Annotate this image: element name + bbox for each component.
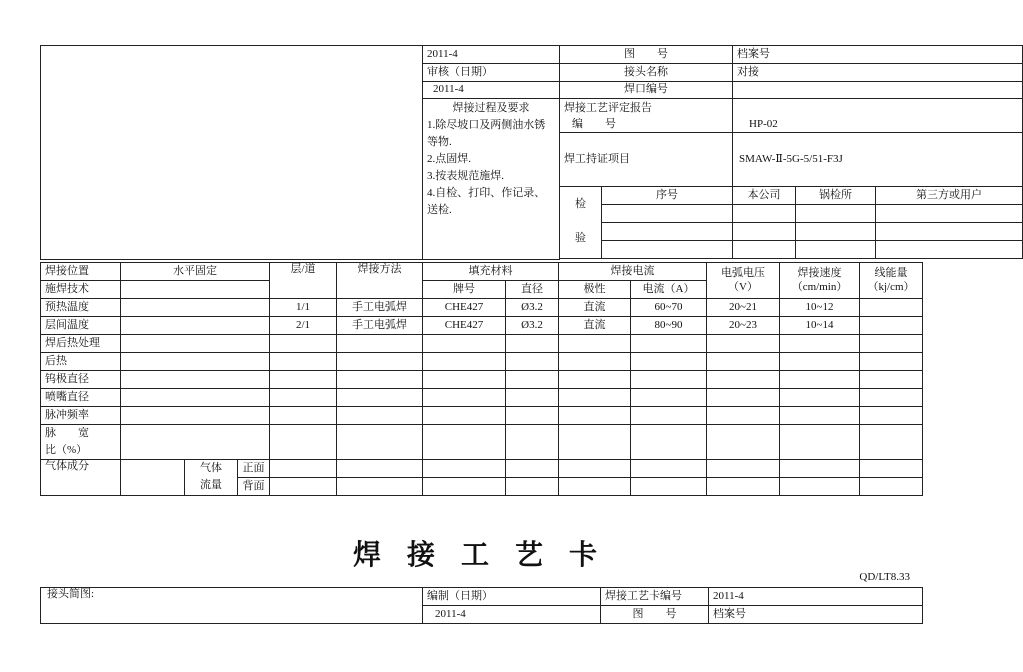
gas-value [121,460,185,496]
inspection-header-company: 本公司 [733,187,796,205]
pqr-label-line2: 编 号 [572,117,617,130]
gas-label: 气体成分 [41,460,121,496]
archive-no-label: 档案号 [733,46,1023,64]
current-group-label: 焊接电流 [559,263,707,281]
table-row [41,407,923,425]
pqr-value: HP-02 [733,99,1023,133]
top-date: 2011-4 [423,46,560,64]
inspection-cell [796,205,876,223]
voltage-label: 电弧电压 [721,266,766,279]
process-step: 3.按表规范施焊. [427,170,504,182]
heat-input-value [860,317,923,335]
inspection-label [560,187,602,259]
weld-no-value [733,82,1023,99]
layer-label: 层/道 [270,263,337,299]
table-row [41,353,923,371]
layer-value: 1/1 [270,299,337,317]
method-value: 手工电弧焊 [337,317,423,335]
inspection-cell [876,205,1023,223]
current-value: 60~70 [631,299,707,317]
voltage-header [707,263,780,299]
heat-input-unit: （kj/cm） [867,280,915,293]
weld-position-label: 焊接位置 [41,263,121,281]
inspection-cell [796,241,876,259]
table-row [41,389,923,407]
top-form-table [40,45,1023,260]
cert-value: SMAW-Ⅱ-5G-5/51-F3J [733,133,1023,187]
diameter-label: 直径 [506,281,559,299]
speed-label: 焊接速度 [797,266,842,279]
joint-sketch-label: 接头简图: [41,588,423,624]
table-row [41,425,923,460]
polarity-label: 极性 [559,281,631,299]
row-value [121,317,270,335]
inspection-cell [733,223,796,241]
technique-value [121,281,270,299]
method-label: 焊接方法 [337,263,423,299]
brand-label: 牌号 [423,281,506,299]
row-label: 层间温度 [41,317,121,335]
bottom-archive-no-label: 档案号 [709,606,923,624]
joint-name-value: 对接 [733,64,1023,82]
table-row [41,317,923,335]
inspection-cell [733,241,796,259]
current-value: 80~90 [631,317,707,335]
polarity-value: 直流 [559,317,631,335]
row-label: 钨极直径 [41,371,121,389]
speed-header [780,263,860,299]
speed-value: 10~14 [780,317,860,335]
document-code: QD/LT8.33 [859,571,910,583]
table-row [41,335,923,353]
drawing-no-label: 图 号 [560,46,733,64]
row-label: 脉 宽 比（%） [41,425,121,460]
current-label: 电流（A） [631,281,707,299]
speed-unit: （cm/min） [791,280,848,293]
heat-input-header [860,263,923,299]
process-step: 2.点固焊. [427,153,471,165]
inspection-label-1: 检 [575,198,587,210]
weld-no-label: 焊口编号 [560,82,733,99]
process-requirements [423,99,560,260]
inspection-cell [602,241,733,259]
inspection-label-2: 验 [575,232,587,244]
row-label: 预热温度 [41,299,121,317]
inspection-cell [876,241,1023,259]
review-label: 审核（日期） [423,64,560,82]
inspection-cell [876,223,1023,241]
joint-name-label: 接头名称 [560,64,733,82]
technique-label: 施焊技术 [41,281,121,299]
inspection-cell [733,205,796,223]
process-step: 1.除尽坡口及两侧油水锈等物. [427,119,546,148]
voltage-value: 20~21 [707,299,780,317]
voltage-value: 20~23 [707,317,780,335]
speed-value: 10~12 [780,299,860,317]
weld-position-value: 水平固定 [121,263,270,281]
card-no-label: 焊接工艺卡编号 [601,588,709,606]
top-left-blank-area [41,46,423,260]
cert-label: 焊工持证项目 [560,133,733,187]
row-label: 焊后热处理 [41,335,121,353]
inspection-header-seq: 序号 [602,187,733,205]
row-label: 脉冲频率 [41,407,121,425]
row-label: 喷嘴直径 [41,389,121,407]
gas-front-label: 正面 [238,460,270,478]
prepared-label: 编制（日期） [423,588,601,606]
voltage-unit: （V） [728,280,758,293]
process-step: 4.自检、打印、作记录、送检. [427,187,546,216]
table-row [41,371,923,389]
inspection-cell [602,205,733,223]
gas-back-label: 背面 [238,478,270,496]
inspection-header-boiler: 锅检所 [796,187,876,205]
parameters-table [40,262,923,496]
bottom-drawing-no-label: 图 号 [601,606,709,624]
pqr-label-line1: 焊接工艺评定报告 [564,101,653,114]
method-value: 手工电弧焊 [337,299,423,317]
inspection-header-third-party: 第三方或用户 [876,187,1023,205]
card-title: 焊接工艺卡 [352,538,623,571]
layer-value: 2/1 [270,317,337,335]
row-value [121,299,270,317]
prepared-date: 2011-4 [423,606,601,624]
process-title: 焊接过程及要求 [452,102,530,114]
diameter-value: Ø3.2 [506,317,559,335]
row-label: 后热 [41,353,121,371]
brand-value: CHE427 [423,299,506,317]
inspection-cell [796,223,876,241]
gas-flow-label-1: 气体 [185,460,238,478]
heat-input-label: 线能量 [874,266,908,279]
filler-label: 填充材料 [423,263,559,281]
diameter-value: Ø3.2 [506,299,559,317]
polarity-value: 直流 [559,299,631,317]
card-no-value: 2011-4 [709,588,923,606]
pqr-label [560,99,733,133]
inspection-cell [602,223,733,241]
gas-flow-label-2: 流量 [185,478,238,496]
bottom-form-table [40,587,923,624]
review-date: 2011-4 [423,82,560,99]
table-row [41,299,923,317]
heat-input-value [860,299,923,317]
brand-value: CHE427 [423,317,506,335]
